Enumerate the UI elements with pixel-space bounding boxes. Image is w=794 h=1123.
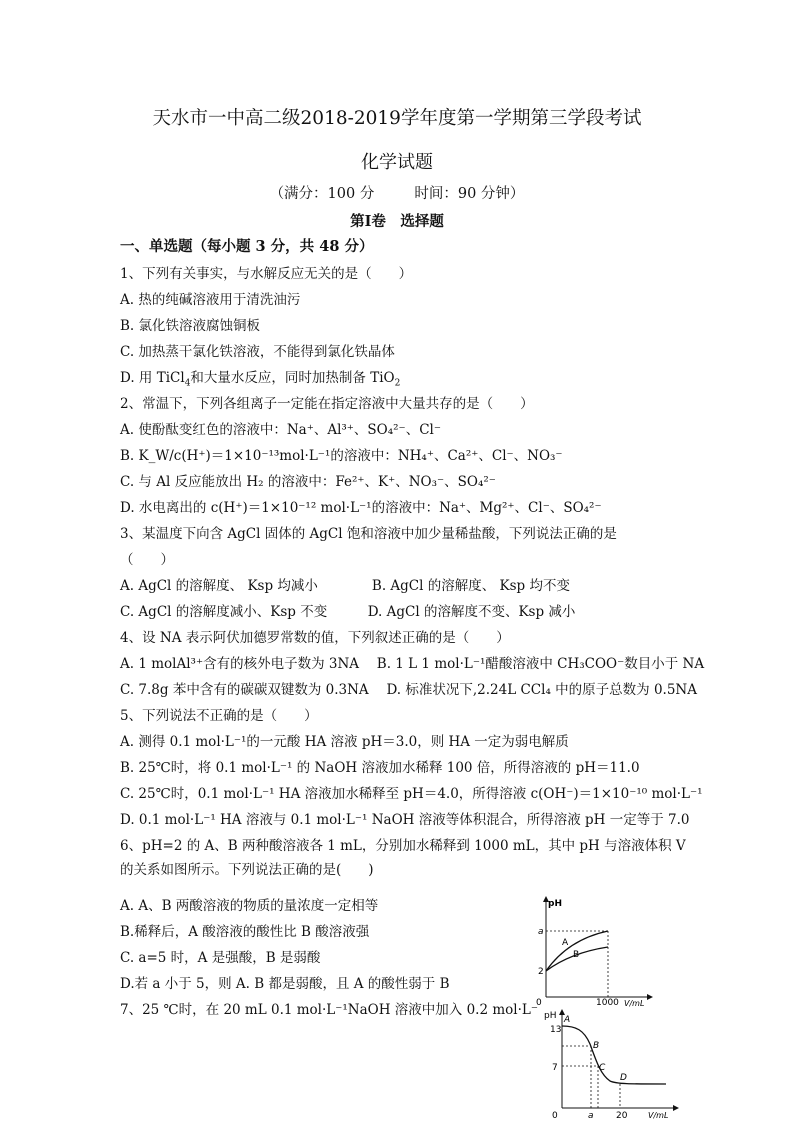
q2-option-c: C. 与 Al 反应能放出 H₂ 的溶液中：Fe²⁺、K⁺、NO₃⁻、SO₄²⁻	[120, 474, 496, 490]
q4-options-ab: A. 1 molAl³⁺含有的核外电子数为 3NA B. 1 L 1 mol·L⁻¹醋酸溶液中 CH₃COO⁻数目小于 NA	[120, 656, 705, 672]
point-c-label: C	[599, 1063, 606, 1073]
q5-option-c: C. 25℃时，0.1 mol·L⁻¹ HA 溶液加水稀释至 pH＝4.0，所得溶液 c(OH⁻)＝1×10⁻¹⁰ mol·L⁻¹	[120, 786, 703, 802]
x-axis-label: V/mL	[624, 999, 645, 1008]
q2-option-a: A. 使酚酞变红色的溶液中：Na⁺、Al³⁺、SO₄²⁻、Cl⁻	[120, 422, 441, 438]
q1-option-a: A. 热的纯碱溶液用于清洗油污	[120, 292, 301, 308]
q6-stem-1: 6、pH=2 的 A、B 两种酸溶液各 1 mL，分别加水稀释到 1000 mL，其中 pH 与溶液体积 V	[120, 838, 686, 854]
q3-stem: 3、某温度下向含 AgCl 固体的 AgCl 饱和溶液中加少量稀盐酸，下列说法正确的是	[120, 526, 617, 542]
point-b-label: B	[593, 1041, 600, 1051]
q5-option-b: B. 25℃时，将 0.1 mol·L⁻¹ 的 NaOH 溶液加水稀释 100 倍，所得溶液的 pH＝11.0	[120, 760, 640, 776]
q6-option-a: A. A、B 两酸溶液的物质的量浓度一定相等	[120, 898, 379, 914]
volume-heading: 第Ⅰ卷 选择题	[350, 213, 444, 230]
y-tick-a: a	[538, 927, 544, 937]
q2-option-d: D. 水电离出的 c(H⁺)＝1×10⁻¹² mol·L⁻¹的溶液中：Na⁺、Mg²⁺、Cl⁻、SO₄²⁻	[120, 500, 602, 516]
q1-option-c: C. 加热蒸干氯化铁溶液，不能得到氯化铁晶体	[120, 344, 395, 360]
q2-stem: 2、常温下，下列各组离子一定能在指定溶液中大量共存的是（ ）	[120, 396, 534, 412]
q5-stem: 5、下列说法不正确的是（ ）	[120, 708, 318, 724]
x-tick-0: 0	[536, 998, 542, 1008]
exam-subtitle: 化学试题	[361, 152, 433, 173]
y-axis-label: pH	[544, 1011, 557, 1021]
point-d-label: D	[620, 1073, 627, 1083]
q3-options-cd: C. AgCl 的溶解度减小、Ksp 不变 D. AgCl 的溶解度不变、Ksp 减小	[120, 604, 576, 620]
y-tick-13: 13	[550, 1025, 562, 1035]
q7-titration-chart	[540, 1008, 680, 1123]
x-tick-a: a	[588, 1111, 594, 1121]
q1-option-b: B. 氯化铁溶液腐蚀铜板	[120, 318, 261, 334]
q3-paren: （ ）	[120, 552, 174, 568]
q1-stem: 1、下列有关事实，与水解反应无关的是（ ）	[120, 266, 413, 282]
q2-option-b: B. K_W/c(H⁺)＝1×10⁻¹³mol·L⁻¹的溶液中：NH₄⁺、Ca²⁺、Cl⁻、NO₃⁻	[120, 448, 563, 464]
q1-option-d: D. 用 TiCl$_4$和大量水反应，同时加热制备 TiO$_2$	[120, 370, 401, 389]
y-tick-0: 0	[552, 1111, 558, 1121]
section-heading: 一、单选题（每小题 3 分，共 48 分）	[120, 238, 374, 255]
q4-stem: 4、设 NA 表示阿伏加德罗常数的值，下列叙述正确的是（ ）	[120, 630, 510, 646]
q6-ph-volume-chart	[530, 893, 655, 1008]
exam-time: 时间：90 分钟）	[414, 186, 525, 202]
titration-curve	[562, 1026, 666, 1084]
y-tick-2: 2	[538, 967, 544, 977]
x-tick-1000: 1000	[596, 998, 619, 1008]
q5-option-d: D. 0.1 mol·L⁻¹ HA 溶液与 0.1 mol·L⁻¹ NaOH 溶液等体积混合，所得溶液 pH 一定等于 7.0	[120, 812, 690, 828]
q3-options-ab: A. AgCl 的溶解度、 Ksp 均减小 B. AgCl 的溶解度、 Ksp 均不变	[120, 578, 570, 594]
series-a-label: A	[562, 938, 569, 948]
x-tick-20: 20	[616, 1111, 628, 1121]
series-b-label: B	[573, 950, 580, 960]
exam-title: 天水市一中高二级2018-2019学年度第一学期第三学段考试	[152, 108, 642, 129]
y-axis-label: pH	[548, 899, 562, 909]
q6-stem-2: 的关系如图所示。下列说法正确的是( )	[120, 862, 374, 878]
q6-option-b: B.稀释后，A 酸溶液的酸性比 B 酸溶液强	[120, 924, 370, 940]
q7-stem: 7、25 ℃时，在 20 mL 0.1 mol·L⁻¹NaOH 溶液中加入 0.2 mol·L⁻	[120, 1002, 538, 1018]
y-tick-7: 7	[552, 1063, 558, 1073]
point-a-label: A	[564, 1015, 571, 1025]
q6-option-d: D.若 a 小于 5，则 A. B 都是弱酸，且 A 的酸性弱于 B	[120, 976, 450, 992]
q5-option-a: A. 测得 0.1 mol·L⁻¹的一元酸 HA 溶液 pH＝3.0，则 HA 一定为弱电解质	[120, 734, 569, 750]
full-score: （满分：100 分	[269, 186, 375, 202]
q4-options-cd: C. 7.8g 苯中含有的碳碳双键数为 0.3NA D. 标准状况下,2.24L CCl₄ 中的原子总数为 0.5NA	[120, 682, 697, 698]
exam-meta	[0, 182, 794, 203]
q6-option-c: C. a=5 时，A 是强酸，B 是弱酸	[120, 950, 321, 966]
x-axis-label: V/mL	[648, 1111, 669, 1120]
